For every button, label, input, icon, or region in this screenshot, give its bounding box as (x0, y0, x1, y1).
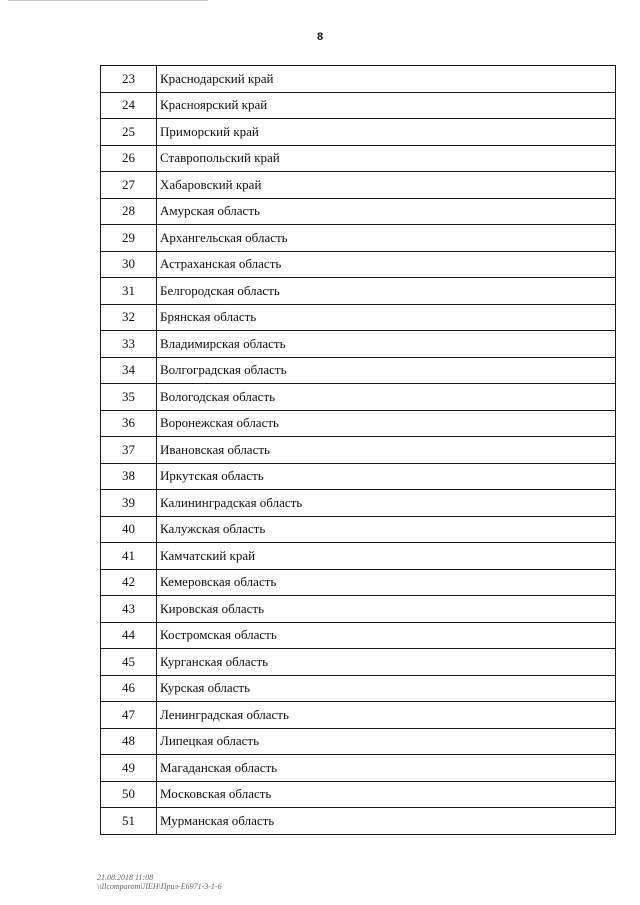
row-number: 50 (101, 781, 157, 808)
table-row (101, 119, 616, 146)
region-name: Костромская область (157, 622, 616, 649)
region-name: Липецкая область (157, 728, 616, 755)
row-number: 32 (101, 304, 157, 331)
footer-file-path: \\Ilcomparom\ЛЕН\Прил-Е6971-3-1-6 (97, 882, 222, 891)
region-name: Волгоградская область (157, 357, 616, 384)
region-name: Амурская область (157, 198, 616, 225)
table-row (101, 728, 616, 755)
row-number: 24 (101, 92, 157, 119)
region-name: Ивановская область (157, 437, 616, 464)
row-number: 41 (101, 543, 157, 570)
table-row (101, 145, 616, 172)
region-name: Архангельская область (157, 225, 616, 252)
region-name: Хабаровский край (157, 172, 616, 199)
row-number: 44 (101, 622, 157, 649)
table-row (101, 384, 616, 411)
table-row (101, 225, 616, 252)
row-number: 31 (101, 278, 157, 305)
region-name: Курганская область (157, 649, 616, 676)
row-number: 45 (101, 649, 157, 676)
table-row (101, 596, 616, 623)
row-number: 48 (101, 728, 157, 755)
region-name: Мурманская область (157, 808, 616, 835)
region-name: Кировская область (157, 596, 616, 623)
table-row (101, 410, 616, 437)
row-number: 28 (101, 198, 157, 225)
row-number: 40 (101, 516, 157, 543)
regions-table (100, 65, 616, 835)
row-number: 30 (101, 251, 157, 278)
table-row (101, 622, 616, 649)
region-name: Ленинградская область (157, 702, 616, 729)
table-row (101, 172, 616, 199)
row-number: 36 (101, 410, 157, 437)
row-number: 49 (101, 755, 157, 782)
region-name: Калининградская область (157, 490, 616, 517)
regions-table-body (101, 66, 616, 835)
row-number: 23 (101, 66, 157, 93)
row-number: 43 (101, 596, 157, 623)
row-number: 35 (101, 384, 157, 411)
page-number: 8 (316, 31, 324, 43)
region-name: Московская область (157, 781, 616, 808)
region-name: Красноярский край (157, 92, 616, 119)
scan-top-mark (8, 0, 208, 4)
region-name: Приморский край (157, 119, 616, 146)
region-name: Воронежская область (157, 410, 616, 437)
table-row (101, 437, 616, 464)
table-row (101, 516, 616, 543)
table-row (101, 92, 616, 119)
row-number: 46 (101, 675, 157, 702)
row-number: 34 (101, 357, 157, 384)
region-name: Астраханская область (157, 251, 616, 278)
table-row (101, 808, 616, 835)
region-name: Калужская область (157, 516, 616, 543)
table-row (101, 490, 616, 517)
region-name: Вологодская область (157, 384, 616, 411)
footer-timestamp: 21.08.2018 11:08 (97, 873, 154, 882)
region-name: Ставропольский край (157, 145, 616, 172)
table-row (101, 649, 616, 676)
row-number: 47 (101, 702, 157, 729)
table-row (101, 755, 616, 782)
table-row (101, 357, 616, 384)
document-footer (97, 873, 222, 891)
region-name: Кемеровская область (157, 569, 616, 596)
row-number: 42 (101, 569, 157, 596)
row-number: 51 (101, 808, 157, 835)
table-row (101, 569, 616, 596)
row-number: 26 (101, 145, 157, 172)
row-number: 39 (101, 490, 157, 517)
row-number: 25 (101, 119, 157, 146)
row-number: 29 (101, 225, 157, 252)
region-name: Камчатский край (157, 543, 616, 570)
table-row (101, 304, 616, 331)
table-row (101, 675, 616, 702)
table-row (101, 66, 616, 93)
row-number: 37 (101, 437, 157, 464)
row-number: 38 (101, 463, 157, 490)
region-name: Владимирская область (157, 331, 616, 358)
region-name: Магаданская область (157, 755, 616, 782)
region-name: Белгородская область (157, 278, 616, 305)
table-row (101, 463, 616, 490)
table-row (101, 543, 616, 570)
row-number: 33 (101, 331, 157, 358)
table-row (101, 331, 616, 358)
region-name: Курская область (157, 675, 616, 702)
region-name: Иркутская область (157, 463, 616, 490)
region-name: Брянская область (157, 304, 616, 331)
table-row (101, 251, 616, 278)
table-row (101, 278, 616, 305)
row-number: 27 (101, 172, 157, 199)
table-row (101, 781, 616, 808)
table-row (101, 702, 616, 729)
table-row (101, 198, 616, 225)
region-name: Краснодарский край (157, 66, 616, 93)
